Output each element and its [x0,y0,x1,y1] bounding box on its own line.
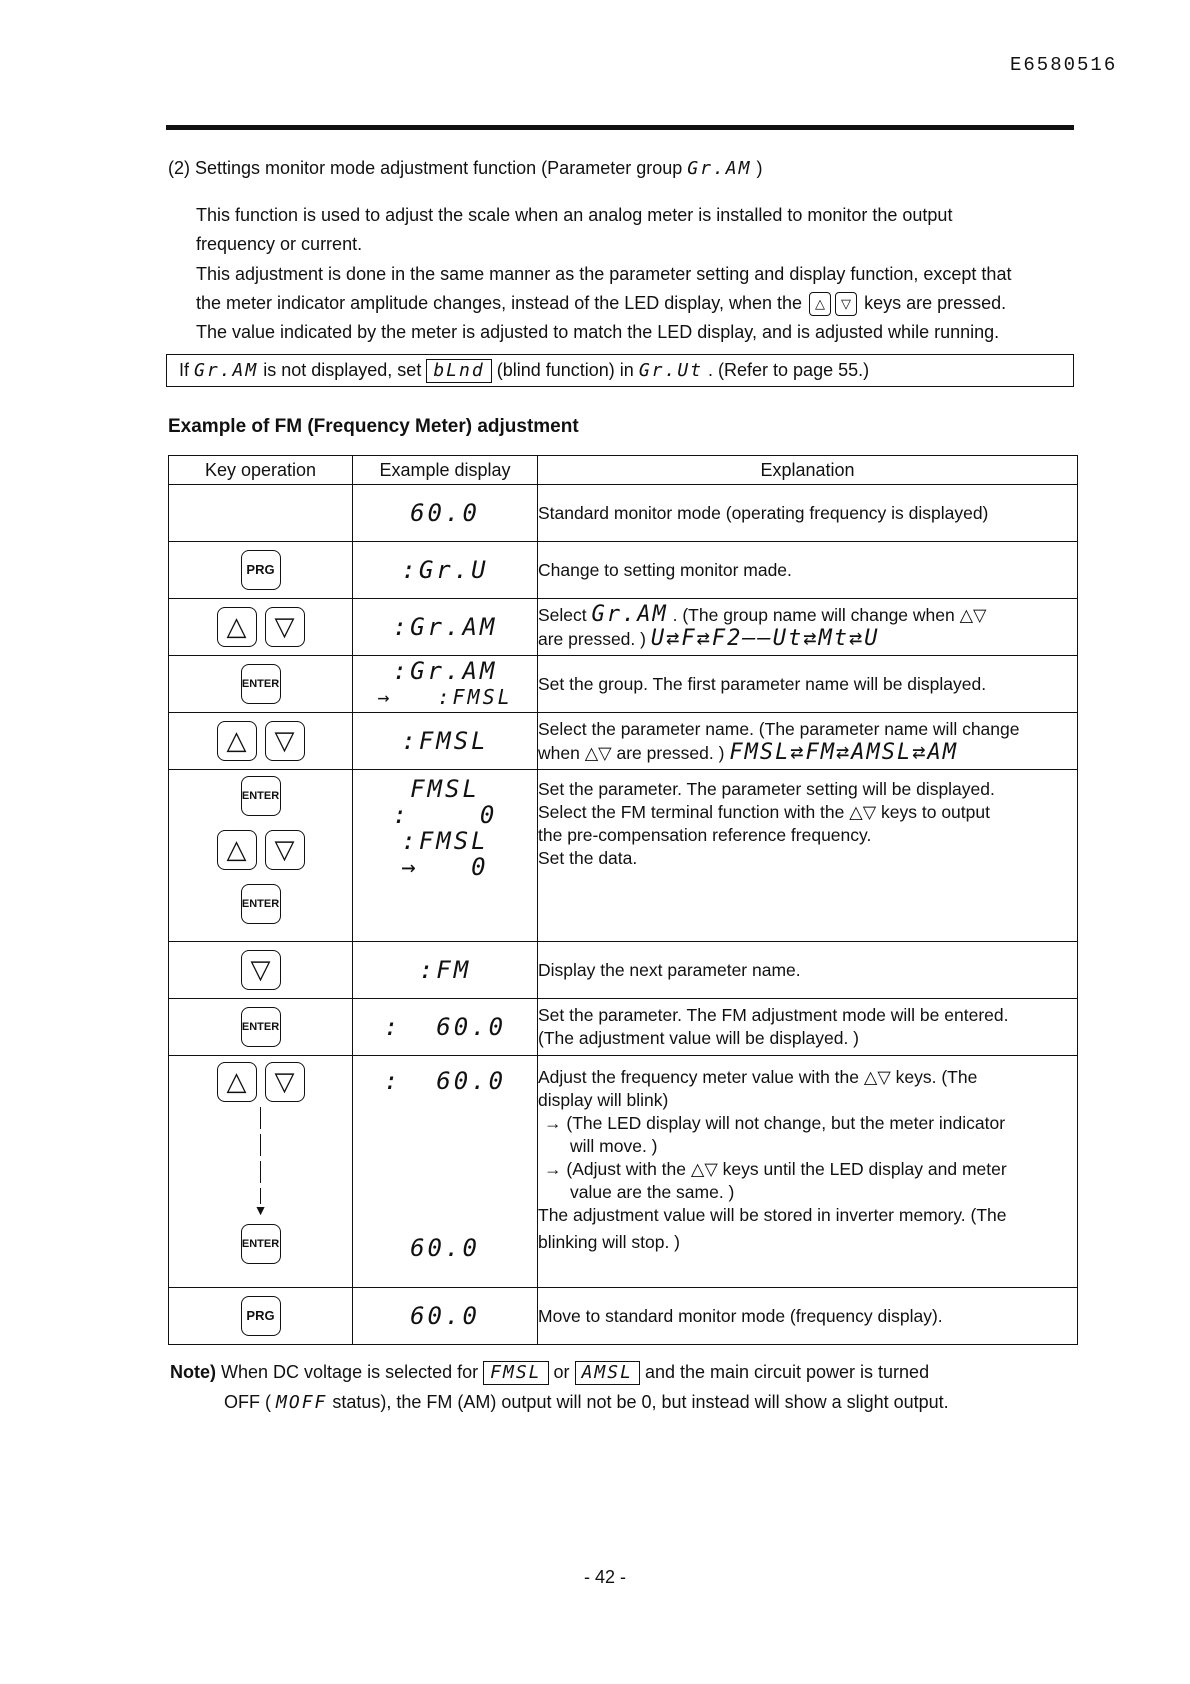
down-key-icon: ▽ [265,721,305,761]
table-header-row [169,456,1078,485]
display-value: : 0 [392,801,498,829]
table-row [169,713,1078,770]
prg-key-icon: PRG [241,1296,281,1336]
explanation: Display the next parameter name. [538,942,1078,999]
explanation: Standard monitor mode (operating frequency is displayed) [538,485,1078,542]
display-value: :Gr.AM [392,613,498,641]
prg-key-icon: PRG [241,550,281,590]
display-value: 60.0 [410,499,480,527]
enter-key-icon: ENTER [241,1224,281,1264]
display-value: 60.0 [410,1302,480,1330]
table-row [169,485,1078,542]
document-id: E6580516 [1010,54,1118,76]
blind-code: bLnd [426,359,491,383]
up-key-icon: △ [217,830,257,870]
intro-line-3: This adjustment is done in the same manner as the parameter setting and display function, except that [196,264,1012,284]
enter-key-icon: ENTER [241,664,281,704]
explanation: Move to standard monitor mode (frequency display). [538,1288,1078,1345]
table-row [169,1056,1078,1288]
intro-line-2: frequency or current. [196,234,363,254]
header-example-display: Example display [353,456,538,485]
display-value: 60.0 [410,1234,480,1262]
table-row [169,542,1078,599]
display-value: :FMSL [401,827,489,855]
example-title: Example of FM (Frequency Meter) adjustment [168,416,579,437]
down-key-icon: ▽ [241,950,281,990]
up-key-icon: △ [809,292,831,316]
down-key-icon: ▽ [265,1062,305,1102]
explanation: Adjust the frequency meter value with the △▽ keys. (The display will blink) → (The LED display will not change, but the meter indicator will move. ) → (Adjust with the △▽ keys until the LED display and meter value are the same. ) The adjustment value will be stored in inverter memory. (The blinking will stop. ) [538,1056,1078,1288]
display-value: :FM [418,956,472,984]
note-line-1: Note) When DC voltage is selected for FMSL or AMSL and the main circuit power is turned [170,1362,930,1383]
section-heading: (2) Settings monitor mode adjustment function (Parameter group Gr.AM ) [168,158,763,179]
table-row [169,656,1078,713]
intro-line-1: This function is used to adjust the scale when an analog meter is installed to monitor the output [196,205,953,225]
key-operation-table [168,455,1078,1345]
enter-key-icon: ENTER [241,1007,281,1047]
display-value: :Gr.AM [392,657,498,685]
table-row [169,770,1078,942]
explanation: Set the parameter. The parameter setting will be displayed. Select the FM terminal function with the △▽ keys to output the pre-compensation reference frequency. Set the data. [538,770,1078,942]
notice-box: If Gr.AM is not displayed, set bLnd (blind function) in Gr.Ut . (Refer to page 55.) [166,354,1074,387]
down-key-icon: ▽ [265,607,305,647]
header-explanation: Explanation [538,456,1078,485]
intro-line-5: The value indicated by the meter is adjusted to match the LED display, and is adjusted while running. [196,322,1000,342]
display-value: : 60.0 [383,1067,507,1095]
display-value: :Gr.U [401,556,489,584]
note-line-2: OFF ( MOFF status), the FM (AM) output will not be 0, but instead will show a slight output. [224,1392,949,1413]
explanation: Set the parameter. The FM adjustment mode will be entered. (The adjustment value will be displayed. ) [538,999,1078,1056]
explanation: Select the parameter name. (The parameter name will change when △▽ are pressed. ) FMSL⇄FM⇄AMSL⇄AM [538,713,1078,770]
explanation: Set the group. The first parameter name will be displayed. [538,656,1078,713]
display-value: → :FMSL [377,685,513,709]
page-number: - 42 - [584,1567,627,1587]
explanation: Select Gr.AM . (The group name will change when △▽ are pressed. ) U⇄F⇄F2――Ut⇄Mt⇄U [538,599,1078,656]
down-key-icon: ▽ [265,830,305,870]
up-key-icon: △ [217,1062,257,1102]
arrow-down-icon: ▼ [253,1202,268,1218]
header-key-operation: Key operation [169,456,353,485]
explanation: Change to setting monitor made. [538,542,1078,599]
display-value: → 0 [401,853,489,881]
enter-key-icon: ENTER [241,884,281,924]
up-key-icon: △ [217,607,257,647]
parameter-cycle-sequence: FMSL⇄FM⇄AMSL⇄AM [729,739,959,765]
down-key-icon: ▽ [835,292,857,316]
up-key-icon: △ [217,721,257,761]
group-code: Gr.AM [687,158,752,179]
flow-line [260,1107,261,1129]
display-value: : 60.0 [383,1013,507,1041]
group-cycle-sequence: U⇄F⇄F2――Ut⇄Mt⇄U [650,626,880,651]
display-value: :FMSL [401,727,489,755]
intro-line-4: the meter indicator amplitude changes, instead of the LED display, when the △ ▽ keys are pressed. [196,291,1006,316]
header-rule [166,125,1074,130]
display-value: FMSL [410,775,480,803]
table-row [169,999,1078,1056]
enter-key-icon: ENTER [241,776,281,816]
table-row [169,1288,1078,1345]
flow-line [260,1161,261,1183]
flow-line [260,1134,261,1156]
table-row [169,942,1078,999]
table-row [169,599,1078,656]
